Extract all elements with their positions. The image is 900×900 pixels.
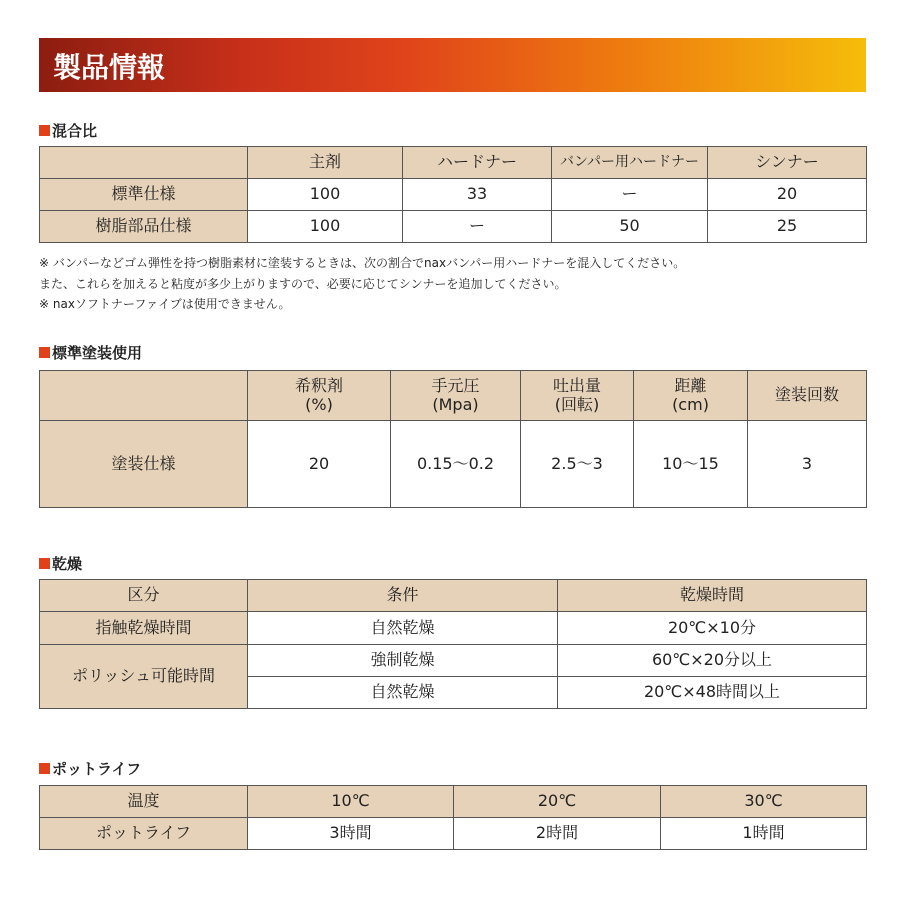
header-cell bbox=[634, 371, 748, 421]
header-cell: 30℃ bbox=[661, 786, 867, 818]
table-header-row bbox=[40, 786, 867, 818]
pot-life-table bbox=[39, 785, 867, 850]
section-mix-ratio bbox=[39, 120, 97, 141]
table-row bbox=[40, 612, 867, 645]
header-cell: 区分 bbox=[40, 580, 248, 612]
table-header-row bbox=[40, 580, 867, 612]
header-label: 手元圧 bbox=[431, 376, 480, 396]
header-cell: 温度 bbox=[40, 786, 248, 818]
row-label: 標準仕様 bbox=[40, 179, 248, 211]
header-cell: ハードナー bbox=[403, 147, 552, 179]
section-heading: 乾燥 bbox=[52, 555, 83, 573]
cell: 20 bbox=[708, 179, 867, 211]
cell: ー bbox=[552, 179, 708, 211]
cell: 0.15〜0.2 bbox=[391, 421, 521, 508]
cell: 自然乾燥 bbox=[248, 612, 558, 645]
header-label: 塗装回数 bbox=[774, 385, 839, 405]
cell: 2.5〜3 bbox=[521, 421, 634, 508]
row-label: ポットライフ bbox=[40, 818, 248, 850]
header-cell: バンパー用ハードナー bbox=[552, 147, 708, 179]
note-line: また、これらを加えると粘度が多少上がりますので、必要に応じてシンナーを追加してください。 bbox=[39, 276, 567, 291]
table-row bbox=[40, 645, 867, 677]
square-bullet-icon bbox=[39, 763, 50, 774]
cell: 自然乾燥 bbox=[248, 677, 558, 709]
table-row bbox=[40, 818, 867, 850]
header-cell bbox=[748, 371, 867, 421]
note-line: ※ バンパーなどゴム弾性を持つ樹脂素材に塗装するときは、次の割合でnaxバンパー用ハードナーを混入してください。 bbox=[39, 256, 686, 270]
table-header-row bbox=[40, 147, 867, 179]
page-title: 製品情報 bbox=[53, 51, 166, 84]
cell: 10〜15 bbox=[634, 421, 748, 508]
cell: 100 bbox=[248, 211, 403, 243]
table-row bbox=[40, 211, 867, 243]
table-row bbox=[40, 421, 867, 508]
row-label: ポリッシュ可能時間 bbox=[40, 645, 248, 709]
square-bullet-icon bbox=[39, 125, 50, 136]
section-heading: 標準塗装使用 bbox=[52, 344, 143, 362]
header-cell: シンナー bbox=[708, 147, 867, 179]
cell: 33 bbox=[403, 179, 552, 211]
header-cell bbox=[521, 371, 634, 421]
header-cell: 10℃ bbox=[248, 786, 454, 818]
cell: 1時間 bbox=[661, 818, 867, 850]
section-pot-life bbox=[39, 758, 141, 779]
cell: 50 bbox=[552, 211, 708, 243]
cell: 20 bbox=[248, 421, 391, 508]
spray-table bbox=[39, 370, 867, 508]
mix-ratio-table bbox=[39, 146, 867, 243]
cell: 60℃×20分以上 bbox=[558, 645, 867, 677]
header-unit: (回転) bbox=[554, 394, 600, 414]
row-label: 樹脂部品仕様 bbox=[40, 211, 248, 243]
cell: 20℃×48時間以上 bbox=[558, 677, 867, 709]
header-label: 吐出量 bbox=[552, 376, 601, 396]
header-cell bbox=[40, 371, 248, 421]
section-spray bbox=[39, 342, 142, 363]
header-cell bbox=[248, 371, 391, 421]
note-line: ※ naxソフトナーファイブは使用できません。 bbox=[39, 297, 291, 311]
header-label: 距離 bbox=[674, 376, 707, 396]
cell: 3時間 bbox=[248, 818, 454, 850]
title-banner bbox=[39, 38, 866, 92]
header-cell bbox=[40, 147, 248, 179]
header-cell bbox=[391, 371, 521, 421]
cell: 強制乾燥 bbox=[248, 645, 558, 677]
header-cell: 乾燥時間 bbox=[558, 580, 867, 612]
square-bullet-icon bbox=[39, 558, 50, 569]
header-label: 希釈剤 bbox=[294, 376, 343, 396]
cell: 20℃×10分 bbox=[558, 612, 867, 645]
section-heading: ポットライフ bbox=[52, 760, 142, 778]
row-label: 塗装仕様 bbox=[40, 421, 248, 508]
header-unit: (cm) bbox=[672, 394, 709, 414]
cell: ー bbox=[403, 211, 552, 243]
cell: 2時間 bbox=[454, 818, 661, 850]
row-label: 指触乾燥時間 bbox=[40, 612, 248, 645]
section-drying bbox=[39, 553, 82, 574]
section-heading: 混合比 bbox=[52, 122, 98, 140]
table-row bbox=[40, 179, 867, 211]
square-bullet-icon bbox=[39, 347, 50, 358]
table-header-row bbox=[40, 371, 867, 421]
mix-notes bbox=[39, 253, 685, 315]
header-unit: (Mpa) bbox=[432, 394, 479, 414]
header-cell: 20℃ bbox=[454, 786, 661, 818]
cell: 100 bbox=[248, 179, 403, 211]
drying-table bbox=[39, 579, 867, 709]
header-cell: 条件 bbox=[248, 580, 558, 612]
header-unit: (%) bbox=[305, 394, 333, 414]
cell: 25 bbox=[708, 211, 867, 243]
cell: 3 bbox=[748, 421, 867, 508]
header-cell: 主剤 bbox=[248, 147, 403, 179]
